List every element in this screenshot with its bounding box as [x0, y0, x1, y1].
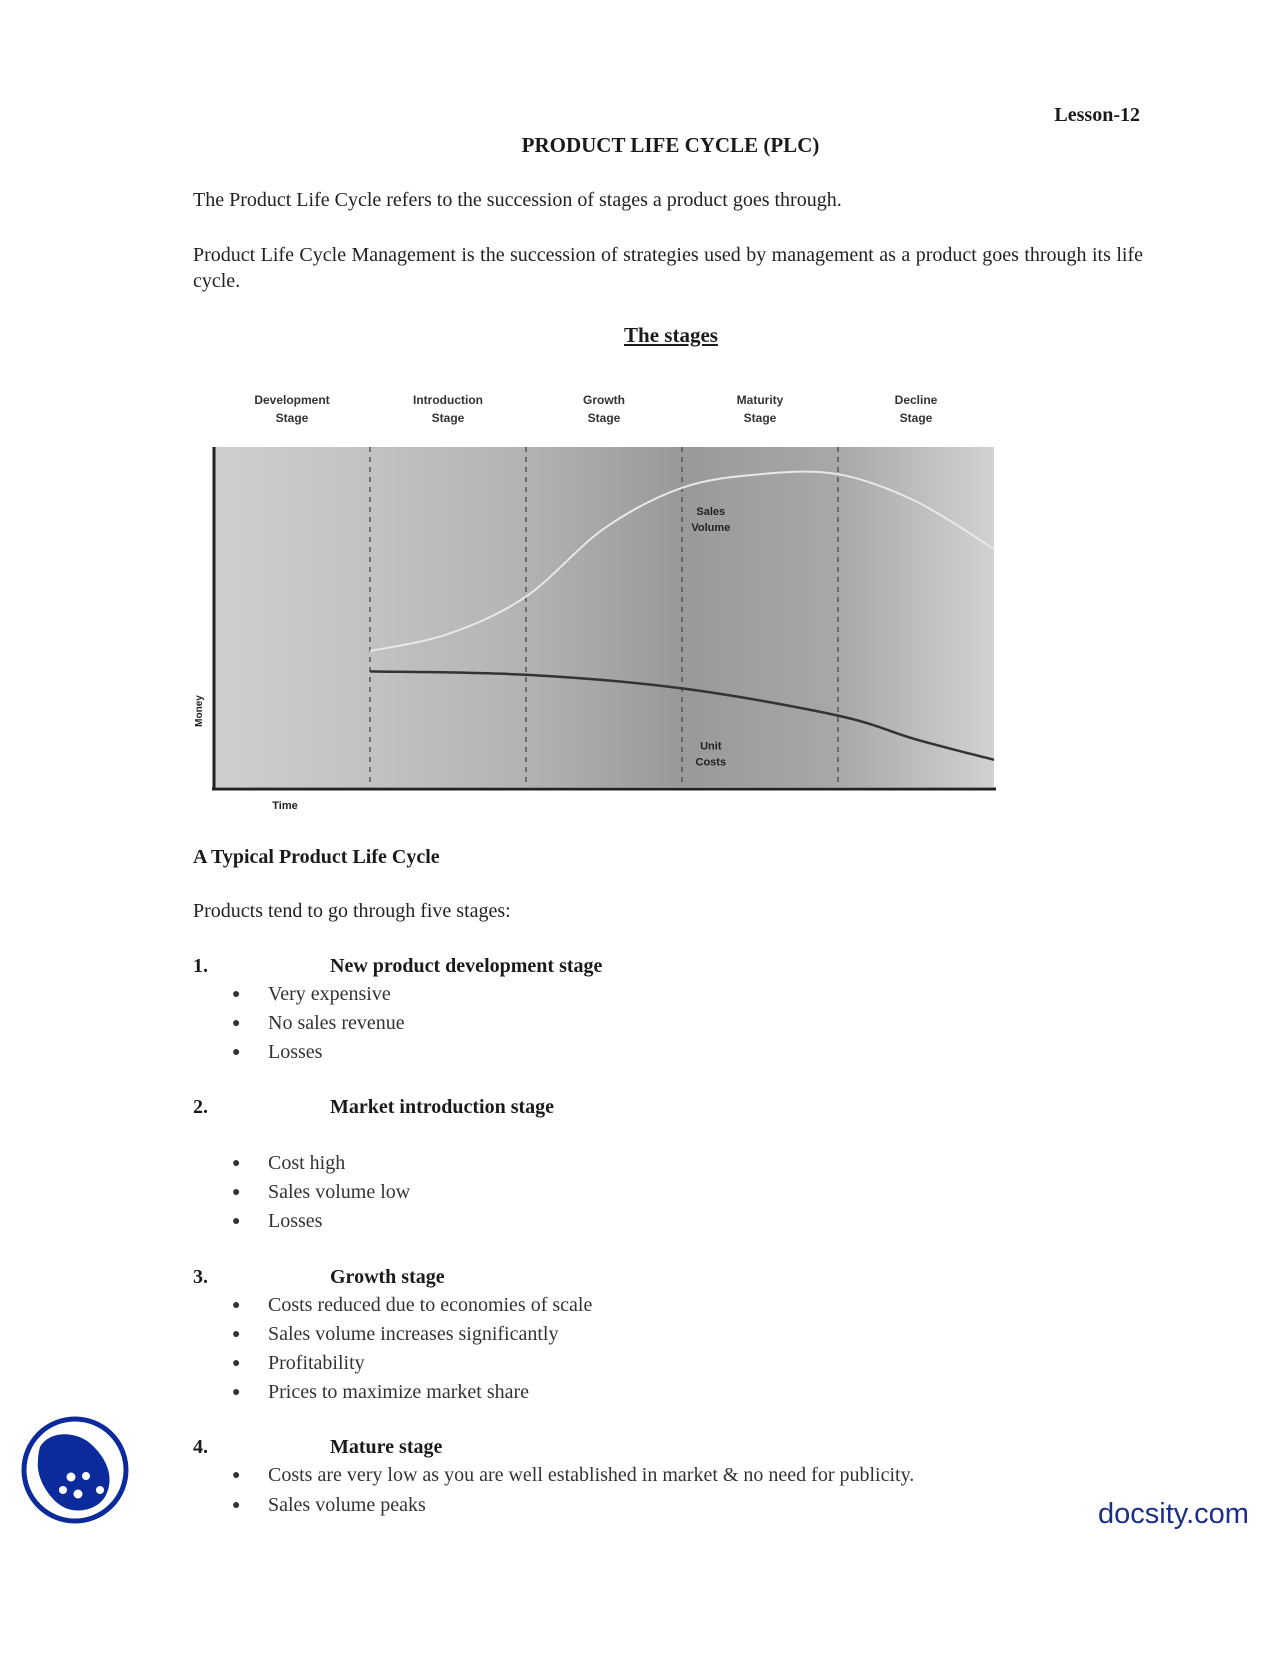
section-number: 3.: [193, 1266, 208, 1288]
bullet-icon: ●: [232, 1016, 241, 1032]
bullet-icon: ●: [232, 1356, 241, 1372]
section-heading: Mature stage: [330, 1436, 443, 1458]
bullet-item: ● No sales revenue: [232, 1012, 405, 1034]
bullet-icon: ●: [232, 1468, 241, 1484]
series-label: Sales: [696, 506, 726, 518]
bullet-icon: ●: [232, 1185, 241, 1201]
bullet-icon: ●: [232, 1385, 241, 1401]
section-number: 1.: [193, 955, 208, 977]
bullet-icon: ●: [232, 1156, 241, 1172]
docsity-logo-icon[interactable]: [20, 1415, 130, 1525]
page-title: PRODUCT LIFE CYCLE (PLC): [521, 133, 820, 157]
paragraph-plc-management: Product Life Cycle Management is the succession of strategies used by management as a product goes through its life cycle.: [193, 244, 1143, 292]
typical-plc-heading: A Typical Product Life Cycle: [193, 846, 440, 868]
bullet-item: ● Profitability: [232, 1352, 365, 1374]
docsity-brand-link[interactable]: docsity.com: [1098, 1498, 1249, 1530]
stage-label: Stage: [899, 411, 933, 425]
y-axis-label: Money: [194, 695, 205, 727]
plc-chart: [190, 395, 1010, 825]
stage-label: Maturity: [736, 395, 784, 407]
bullet-icon: ●: [232, 1498, 241, 1514]
paragraph-plc-definition: The Product Life Cycle refers to the succession of stages a product goes through.: [193, 189, 842, 211]
five-stages-intro: Products tend to go through five stages:: [193, 900, 511, 922]
bullet-item: ● Sales volume peaks: [232, 1494, 426, 1516]
plot-background: [214, 447, 994, 787]
x-axis-label: Time: [272, 800, 298, 812]
bullet-icon: ●: [232, 1045, 241, 1061]
section-heading: New product development stage: [330, 955, 603, 977]
bullet-item: ● Losses: [232, 1210, 323, 1232]
series-label: Unit: [700, 740, 722, 753]
lesson-number: Lesson-12: [1054, 104, 1140, 126]
stage-label: Stage: [275, 411, 309, 425]
series-label: Volume: [691, 522, 731, 534]
stage-label: Stage: [431, 411, 465, 425]
bullet-item: ● Very expensive: [232, 983, 391, 1005]
section-number: 2.: [193, 1096, 208, 1118]
bullet-icon: ●: [232, 1214, 241, 1230]
bullet-icon: ●: [232, 987, 241, 1003]
stage-label: Introduction: [413, 395, 483, 407]
stage-label: Decline: [894, 395, 938, 407]
bullet-item: ● Losses: [232, 1041, 323, 1063]
stage-label: Growth: [583, 395, 625, 407]
stage-label: Development: [254, 395, 330, 407]
bullet-item: ● Costs reduced due to economies of scale: [232, 1294, 593, 1316]
series-label: Costs: [695, 756, 727, 769]
stages-heading: The stages: [624, 323, 718, 347]
section-number: 4.: [193, 1436, 208, 1458]
bullet-item: ● Cost high: [232, 1152, 346, 1174]
bullet-icon: ●: [232, 1327, 241, 1343]
bullet-item: ● Costs are very low as you are well established in market & no need for publicity.: [232, 1464, 915, 1486]
bullet-item: ● Sales volume increases significantly: [232, 1323, 559, 1345]
bullet-icon: ●: [232, 1298, 241, 1314]
bullet-item: ● Sales volume low: [232, 1181, 411, 1203]
bullet-item: ● Prices to maximize market share: [232, 1381, 530, 1403]
section-heading: Market introduction stage: [330, 1096, 555, 1118]
stage-label: Stage: [743, 411, 777, 425]
stage-label: Stage: [587, 411, 621, 425]
section-heading: Growth stage: [330, 1266, 445, 1288]
